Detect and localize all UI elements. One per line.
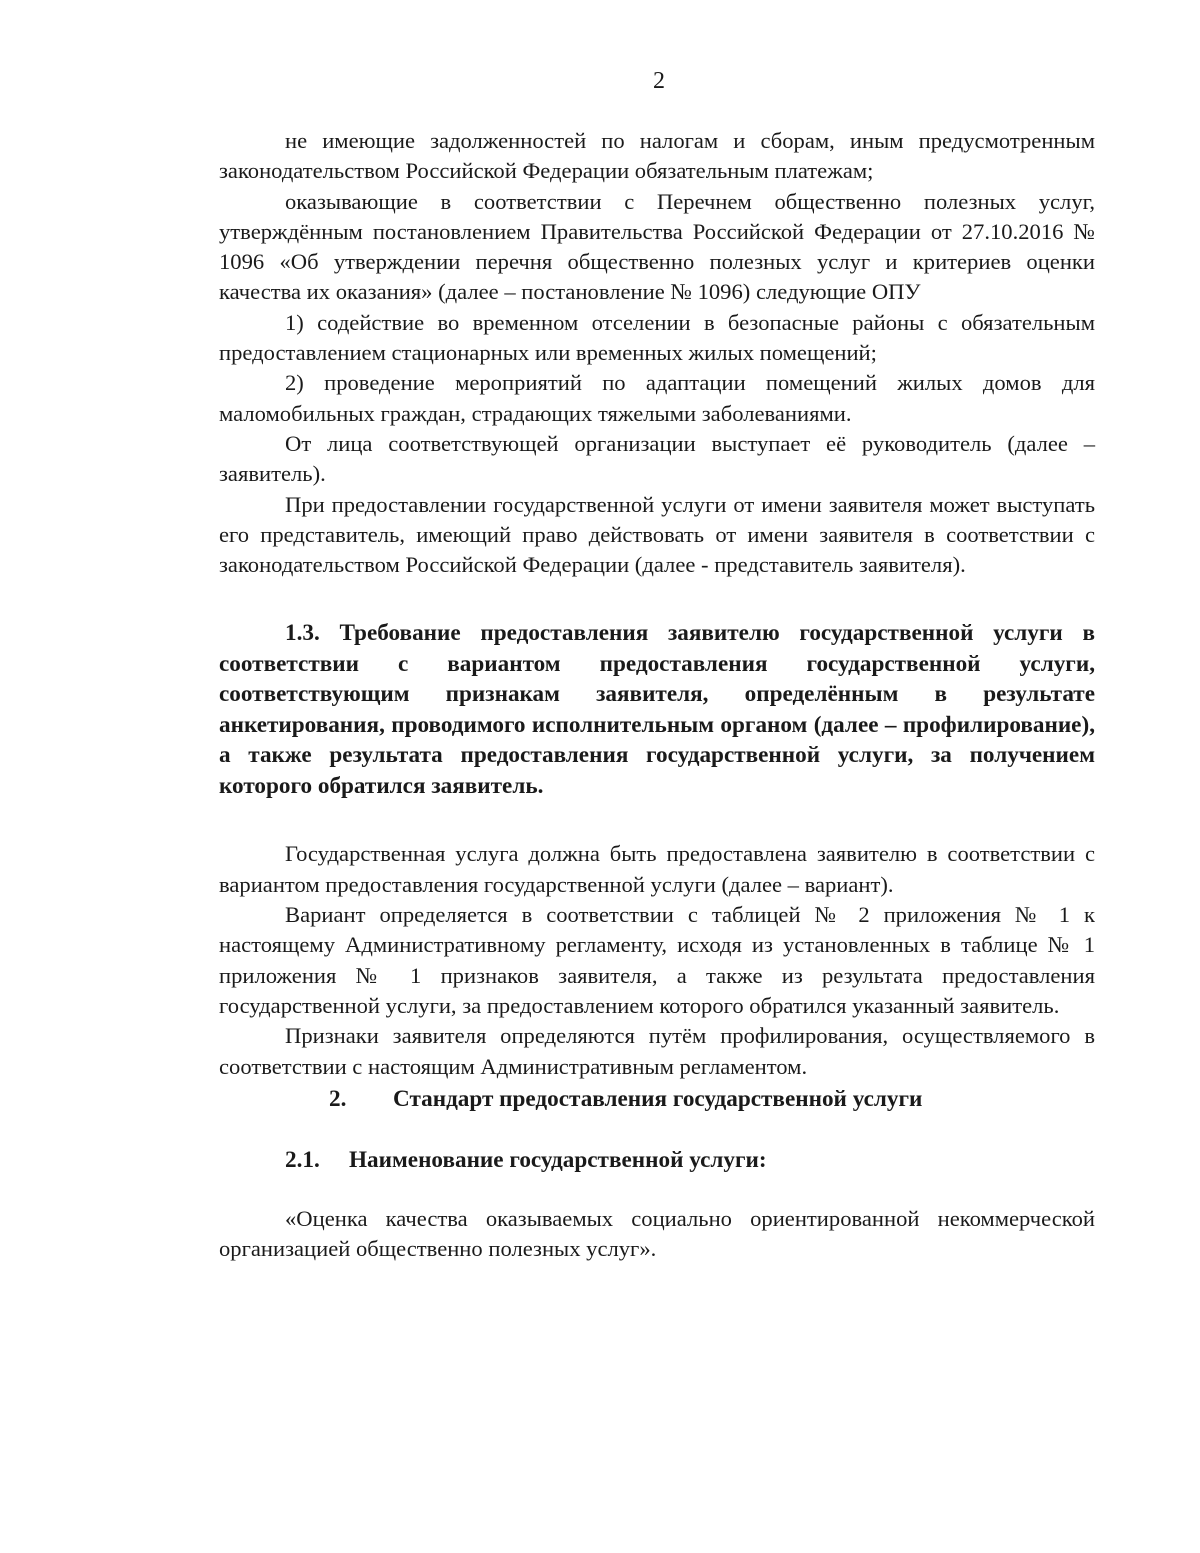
section-heading-1-3: 1.3. Требование предоставления заявителю государственной услуги в соответствии с вариантом предоставления государственной услуги, соответствующим признакам заявителя, определённым в результате анкетирования, проводимого исполнительным органом (далее – профилирование), а также результата предоставления государственной услуги, за получением которого обратился заявитель. [219,620,1095,799]
section-heading-2-1 [219,1145,1095,1176]
paragraph: 1) содействие во временном отселении в безопасные районы с обязательным предоставлением стационарных или временных жилых помещений; [219,309,1095,366]
paragraph: Признаки заявителя определяются путём профилирования, осуществляемого в соответствии с настоящим Административным регламентом. [219,1023,1095,1079]
chapter-title: Стандарт предоставления государственной услуги [393,1085,923,1112]
paragraph: При предоставлении государственной услуги от имени заявителя может выступать его представитель, имеющий право действовать от имени заявителя в соответствии с законодательством Российской Федерации (далее - представитель заявителя). [219,491,1095,578]
chapter-heading-2 [219,1084,1095,1115]
document-body [219,126,1095,1264]
page-number: 2 [653,68,665,94]
paragraph: не имеющие задолженностей по налогам и сборам, иным предусмотренным законодательством Российской Федерации обязательным платежам; [219,128,1095,184]
paragraph: «Оценка качества оказываемых социально ориентированной некоммерческой организацией общественно полезных услуг». [219,1205,1095,1262]
paragraph: оказывающие в соответствии с Перечнем общественно полезных услуг, утверждённым постановлением Правительства Российской Федерации от 27.10.2016 № 1096 «Об утверждении перечня общественно полезных услуг и критериев оценки качества их оказания» (далее – постановление № 1096) следующие ОПУ [219,188,1095,305]
paragraph: От лица соответствующей организации выступает её руководитель (далее – заявитель). [219,430,1095,487]
paragraph: Вариант определяется в соответствии с таблицей № 2 приложения № 1 к настоящему Административному регламенту, исходя из установленных в таблице № 1 приложения № 1 признаков заявителя, а также из результата предоставления государственной услуги, за предоставлением которого обратился указанный заявитель. [219,902,1095,1018]
section-number: 2.1. [285,1146,320,1173]
chapter-number: 2. [329,1085,347,1112]
paragraph: Государственная услуга должна быть предоставлена заявителю в соответствии с вариантом предоставления государственной услуги (далее – вариант). [219,841,1095,897]
paragraph: 2) проведение мероприятий по адаптации помещений жилых домов для маломобильных граждан, страдающих тяжелыми заболеваниями. [219,370,1095,426]
section-title: Наименование государственной услуги: [349,1146,767,1173]
